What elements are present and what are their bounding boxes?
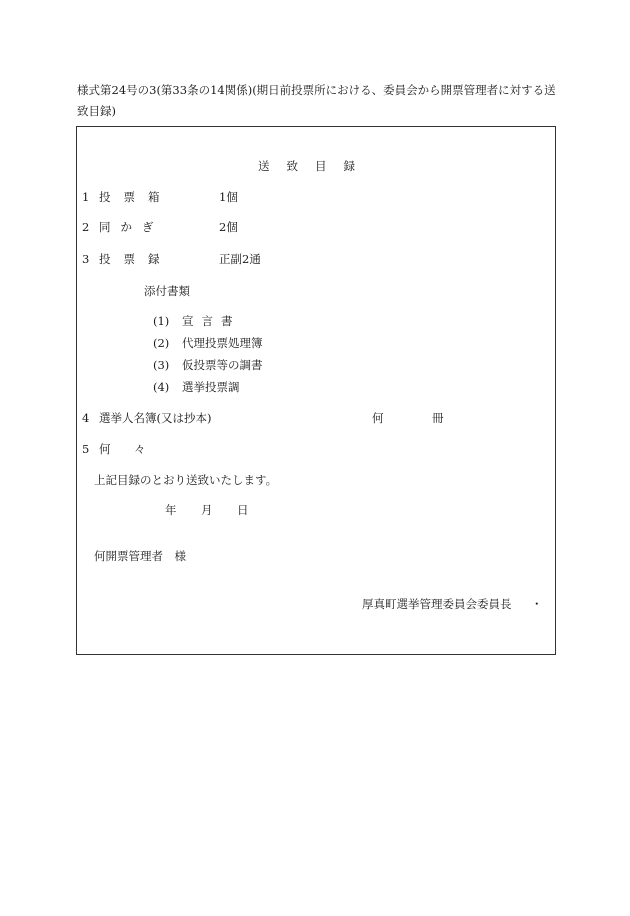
item-5-label: 何 bbox=[99, 442, 111, 456]
statement-text: 上記目録のとおり送致いたします。 bbox=[94, 473, 278, 487]
attachment-2-text: 代理投票処理簿 bbox=[182, 336, 263, 350]
attachment-4-number: (4) bbox=[153, 380, 170, 394]
item-4-unit: 冊 bbox=[432, 411, 444, 425]
attachment-1-text: 宣言書 bbox=[182, 314, 241, 328]
attachment-2-number: (2) bbox=[153, 336, 170, 350]
form-heading: 様式第24号の3(第33条の14関係)(期日前投票所における、委員会から開票管理者に対する送致目録) bbox=[77, 83, 556, 118]
attachment-1-number: (1) bbox=[153, 314, 170, 328]
item-2-label: 同かぎ bbox=[99, 220, 164, 234]
item-3-label: 投票録 bbox=[99, 252, 173, 266]
item-1-label: 投票箱 bbox=[99, 190, 173, 204]
item-2-value: 2個 bbox=[219, 220, 238, 234]
item-4-value: 何 bbox=[372, 411, 384, 425]
form-title: 送致目録 bbox=[258, 159, 372, 173]
item-4-number: 4 bbox=[82, 411, 90, 425]
addressee: 何開票管理者 様 bbox=[94, 549, 186, 563]
form-box bbox=[76, 126, 556, 655]
item-4-label: 選挙人名簿(又は抄本) bbox=[99, 411, 212, 425]
seal-mark: ・ bbox=[531, 597, 543, 611]
attachment-3-number: (3) bbox=[153, 358, 170, 372]
item-3-value: 正副2通 bbox=[219, 252, 261, 266]
sender: 厚真町選挙管理委員会委員長 bbox=[362, 597, 512, 611]
date-year: 年 bbox=[165, 503, 177, 517]
attachments-label: 添付書類 bbox=[144, 284, 190, 298]
item-1-value: 1個 bbox=[219, 190, 238, 204]
attachment-4-text: 選挙投票調 bbox=[182, 380, 240, 394]
date-month: 月 bbox=[201, 503, 213, 517]
item-1-number: 1 bbox=[82, 190, 90, 204]
attachment-3-text: 仮投票等の調書 bbox=[182, 358, 263, 372]
item-5-ditto-mark: 々 bbox=[134, 442, 146, 456]
item-2-number: 2 bbox=[82, 220, 90, 234]
item-3-number: 3 bbox=[82, 252, 90, 266]
item-5-number: 5 bbox=[82, 442, 90, 456]
date-day: 日 bbox=[237, 503, 249, 517]
